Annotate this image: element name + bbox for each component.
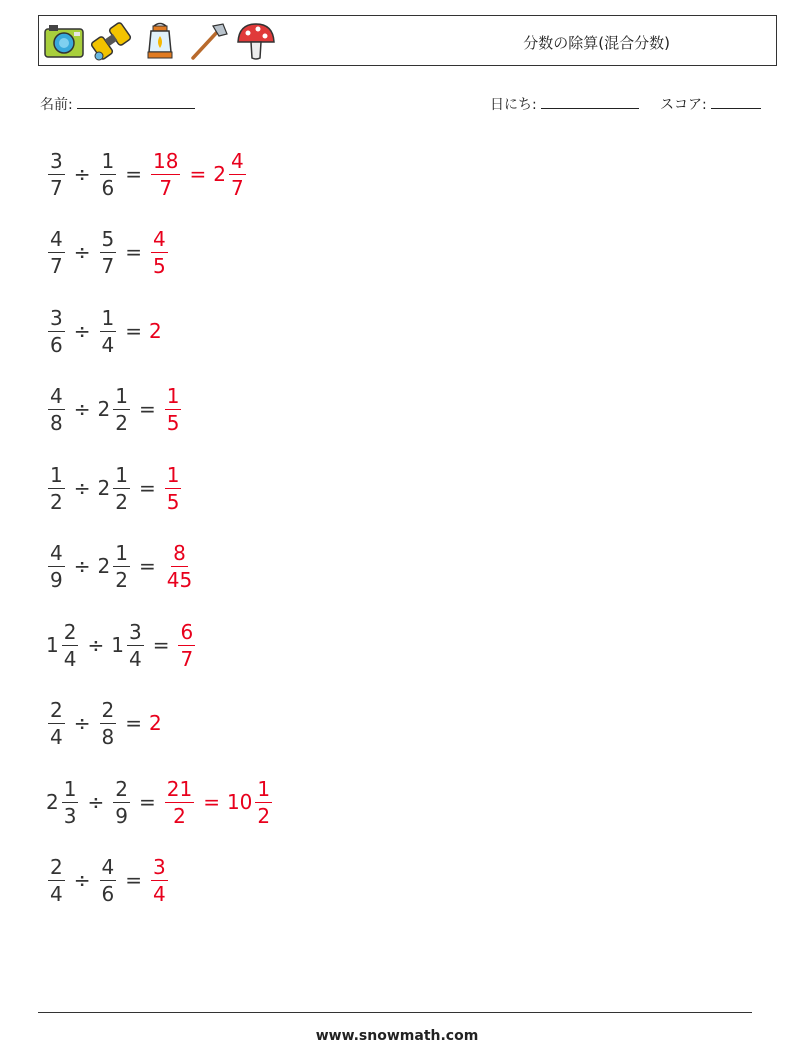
divisor xyxy=(98,854,119,907)
fraction xyxy=(48,305,65,358)
axe-icon xyxy=(187,20,229,62)
numerator: 2 xyxy=(50,854,63,879)
problem-row xyxy=(46,373,183,445)
dividend xyxy=(46,776,80,829)
denominator: 5 xyxy=(153,253,166,278)
divide-sign: ÷ xyxy=(73,476,91,500)
problem-row xyxy=(46,609,197,681)
answer xyxy=(149,854,170,907)
answer xyxy=(163,383,184,436)
answer xyxy=(163,776,274,829)
dividend xyxy=(46,383,67,436)
score-blank[interactable] xyxy=(711,94,761,109)
problem-row xyxy=(46,295,162,367)
equals-sign: = xyxy=(138,554,156,578)
page-title: 分数の除算(混合分数) xyxy=(523,34,670,52)
numerator: 1 xyxy=(166,462,180,487)
whole-number: 2 xyxy=(213,162,226,186)
fraction xyxy=(165,462,182,515)
divide-sign: ÷ xyxy=(73,319,91,343)
name-blank[interactable] xyxy=(77,94,195,109)
fraction xyxy=(165,540,194,593)
dividend xyxy=(46,697,67,750)
score-label: スコア: xyxy=(660,97,707,113)
divide-sign: ÷ xyxy=(73,868,91,892)
answer xyxy=(149,148,248,201)
answer-fraction xyxy=(149,148,182,201)
numerator: 4 xyxy=(50,226,63,251)
denominator: 8 xyxy=(50,410,63,435)
fraction xyxy=(151,226,168,279)
divisor xyxy=(98,383,132,436)
equals-sign: = xyxy=(203,790,220,814)
numerator: 4 xyxy=(50,383,63,408)
equals-sign: = xyxy=(125,711,142,735)
problem-row xyxy=(46,138,248,210)
fraction xyxy=(113,462,130,515)
divide-sign: ÷ xyxy=(73,240,91,264)
denominator: 7 xyxy=(159,175,173,200)
denominator: 4 xyxy=(128,646,142,671)
denominator: 4 xyxy=(50,881,63,906)
equals-sign: = xyxy=(125,319,142,343)
numerator: 1 xyxy=(115,383,128,408)
fraction xyxy=(127,619,144,672)
denominator: 2 xyxy=(257,803,271,828)
equals-sign: = xyxy=(138,397,156,421)
denominator: 7 xyxy=(50,175,63,200)
divisor xyxy=(98,226,119,279)
fraction xyxy=(48,540,65,593)
numerator: 4 xyxy=(230,148,244,173)
divide-sign: ÷ xyxy=(87,790,105,814)
numerator: 3 xyxy=(50,148,63,173)
numerator: 1 xyxy=(101,148,115,173)
denominator: 3 xyxy=(63,803,77,828)
problem-row xyxy=(46,766,274,838)
footer-divider xyxy=(38,1012,752,1013)
divide-sign: ÷ xyxy=(73,554,91,578)
answer-mixed-number xyxy=(213,148,247,201)
header-icons xyxy=(43,19,277,63)
denominator: 2 xyxy=(115,567,128,592)
fraction xyxy=(100,305,117,358)
answer-whole: 2 xyxy=(149,711,162,735)
equals-sign: = xyxy=(189,162,207,186)
answer xyxy=(149,226,170,279)
problem-row xyxy=(46,452,183,524)
denominator: 9 xyxy=(115,803,128,828)
dividend xyxy=(46,540,67,593)
denominator: 4 xyxy=(63,646,77,671)
denominator: 6 xyxy=(101,881,115,906)
problem-row xyxy=(46,216,170,288)
whole-number: 2 xyxy=(46,790,59,814)
denominator: 7 xyxy=(230,175,244,200)
date-field xyxy=(490,94,639,114)
answer xyxy=(176,619,197,672)
fraction xyxy=(48,148,65,201)
answer-fraction xyxy=(163,383,184,436)
dividend xyxy=(46,148,67,201)
answer-whole: 2 xyxy=(149,319,162,343)
numerator: 1 xyxy=(63,776,77,801)
denominator: 5 xyxy=(166,489,180,514)
numerator: 1 xyxy=(115,462,128,487)
denominator: 2 xyxy=(115,489,128,514)
fraction xyxy=(165,776,194,829)
date-label: 日にち: xyxy=(490,97,537,113)
dividend xyxy=(46,619,80,672)
denominator: 7 xyxy=(180,646,194,671)
answer xyxy=(149,319,162,343)
answer-fraction xyxy=(163,776,196,829)
answer xyxy=(163,462,184,515)
whole-number: 10 xyxy=(226,790,253,814)
dividend xyxy=(46,462,67,515)
denominator: 4 xyxy=(50,724,63,749)
equals-sign: = xyxy=(125,162,142,186)
fraction xyxy=(48,226,65,279)
equals-sign: = xyxy=(125,868,142,892)
answer-fraction xyxy=(149,854,170,907)
divide-sign: ÷ xyxy=(73,397,91,421)
numerator: 1 xyxy=(115,540,128,565)
answer-fraction xyxy=(176,619,197,672)
fraction xyxy=(151,854,168,907)
whole-number: 1 xyxy=(46,633,59,657)
footer-url: www.snowmath.com xyxy=(315,1028,479,1044)
whole-number: 2 xyxy=(97,397,111,421)
divide-sign: ÷ xyxy=(87,633,105,657)
answer-fraction xyxy=(149,226,170,279)
denominator: 5 xyxy=(166,410,180,435)
fraction xyxy=(151,148,180,201)
numerator: 2 xyxy=(115,776,128,801)
date-blank[interactable] xyxy=(541,94,639,109)
dividend xyxy=(46,854,67,907)
denominator: 7 xyxy=(101,253,115,278)
denominator: 6 xyxy=(101,175,115,200)
fraction xyxy=(255,776,272,829)
fraction xyxy=(48,383,65,436)
answer-fraction xyxy=(163,540,196,593)
binoculars-icon xyxy=(91,20,133,62)
fraction xyxy=(48,462,65,515)
equals-sign: = xyxy=(152,633,170,657)
fraction xyxy=(100,854,117,907)
answer-fraction xyxy=(163,462,184,515)
lantern-icon xyxy=(139,20,181,62)
divide-sign: ÷ xyxy=(73,711,91,735)
fraction xyxy=(113,540,130,593)
denominator: 6 xyxy=(50,332,63,357)
problem-row xyxy=(46,687,162,759)
numerator: 18 xyxy=(153,148,179,173)
worksheet-header xyxy=(38,15,777,66)
fraction xyxy=(62,619,79,672)
numerator: 6 xyxy=(180,619,194,644)
whole-number: 1 xyxy=(111,633,124,657)
numerator: 4 xyxy=(101,854,115,879)
denominator: 8 xyxy=(101,724,115,749)
divisor xyxy=(98,697,119,750)
divisor xyxy=(111,776,132,829)
fraction xyxy=(165,383,182,436)
answer-mixed-number xyxy=(227,776,274,829)
divisor xyxy=(98,540,132,593)
answer xyxy=(163,540,196,593)
score-field xyxy=(660,94,761,114)
numerator: 2 xyxy=(50,697,63,722)
fraction xyxy=(100,697,117,750)
fraction xyxy=(113,383,130,436)
divisor xyxy=(98,305,119,358)
denominator: 9 xyxy=(50,567,63,592)
numerator: 3 xyxy=(50,305,63,330)
fraction xyxy=(48,854,65,907)
fraction xyxy=(100,226,117,279)
numerator: 3 xyxy=(128,619,142,644)
fraction xyxy=(48,697,65,750)
numerator: 3 xyxy=(153,854,166,879)
numerator: 2 xyxy=(63,619,77,644)
fraction xyxy=(62,776,79,829)
numerator: 4 xyxy=(153,226,166,251)
camera-icon xyxy=(43,20,85,62)
numerator: 1 xyxy=(50,462,63,487)
numerator: 1 xyxy=(257,776,271,801)
numerator: 21 xyxy=(166,776,193,801)
divide-sign: ÷ xyxy=(73,162,91,186)
equals-sign: = xyxy=(125,240,142,264)
equals-sign: = xyxy=(138,476,156,500)
dividend xyxy=(46,226,67,279)
denominator: 4 xyxy=(153,881,166,906)
numerator: 5 xyxy=(101,226,115,251)
numerator: 1 xyxy=(166,383,180,408)
problem-row xyxy=(46,530,196,602)
denominator: 2 xyxy=(115,410,128,435)
denominator: 45 xyxy=(166,567,193,592)
fraction xyxy=(229,148,246,201)
denominator: 7 xyxy=(50,253,63,278)
fraction xyxy=(178,619,195,672)
whole-number: 2 xyxy=(97,554,111,578)
fraction xyxy=(113,776,130,829)
equals-sign: = xyxy=(138,790,156,814)
name-field xyxy=(40,94,195,114)
numerator: 8 xyxy=(173,540,186,565)
dividend xyxy=(46,305,67,358)
problem-row xyxy=(46,844,170,916)
numerator: 4 xyxy=(50,540,63,565)
denominator: 2 xyxy=(173,803,186,828)
denominator: 2 xyxy=(50,489,63,514)
fraction xyxy=(100,148,117,201)
answer xyxy=(149,711,162,735)
divisor xyxy=(98,148,119,201)
divisor xyxy=(98,462,132,515)
mushroom-icon xyxy=(235,20,277,62)
divisor xyxy=(111,619,145,672)
name-label: 名前: xyxy=(40,97,73,113)
whole-number: 2 xyxy=(97,476,111,500)
numerator: 1 xyxy=(101,305,115,330)
denominator: 4 xyxy=(101,332,115,357)
numerator: 2 xyxy=(101,697,115,722)
